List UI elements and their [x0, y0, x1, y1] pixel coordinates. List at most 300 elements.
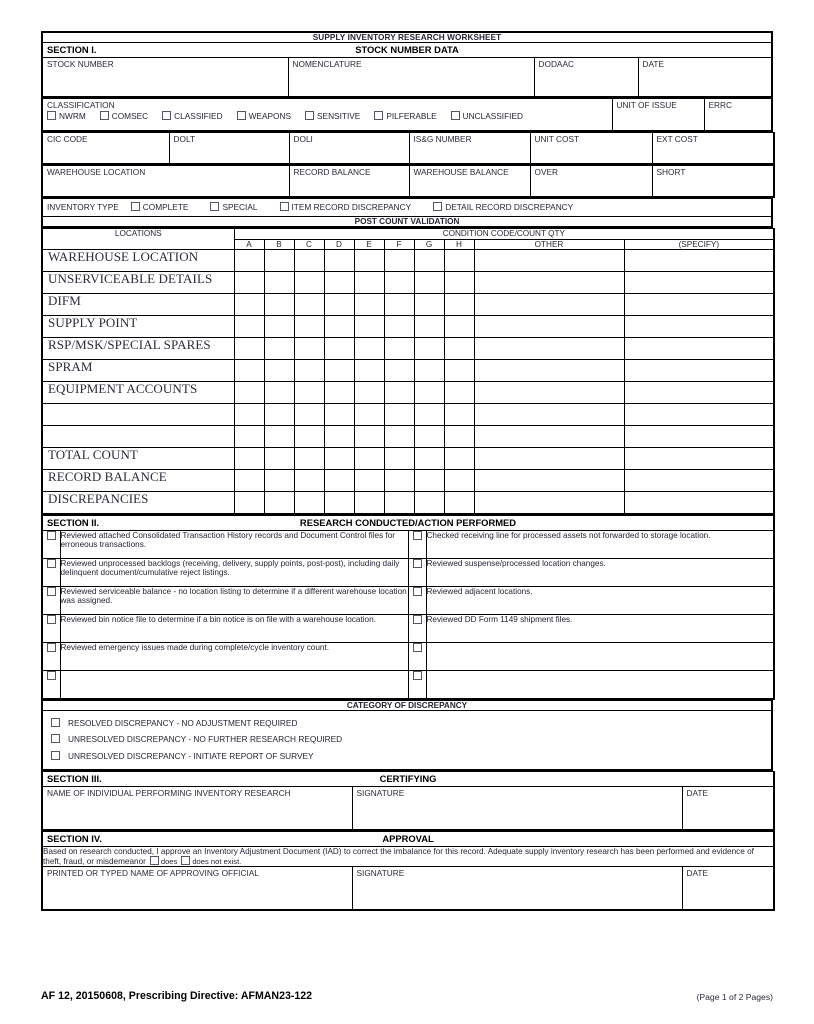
count-entry-cell[interactable]: [354, 337, 384, 359]
classification-option-label: WEAPONS: [248, 111, 291, 122]
classification-option-unclassified[interactable]: [451, 111, 523, 121]
classification-option-comsec[interactable]: [100, 111, 148, 121]
location-name-cell: [42, 447, 234, 469]
approval-does-label: does: [160, 856, 178, 866]
location-name: WAREHOUSE LOCATION: [48, 248, 199, 264]
header-table: [41, 31, 773, 98]
dodaac-field[interactable]: [534, 58, 638, 98]
stock-number-row: [42, 58, 772, 98]
count-entry-cell[interactable]: [354, 447, 384, 469]
count-entry-cell[interactable]: [474, 249, 624, 271]
count-entry-cell[interactable]: [414, 271, 444, 293]
count-entry-cell[interactable]: [234, 425, 264, 447]
count-entry-cell[interactable]: [444, 447, 474, 469]
count-entry-cell[interactable]: [294, 293, 324, 315]
checkbox-icon[interactable]: [237, 111, 246, 120]
research-right-text: Checked receiving line for processed assets not forwarded to storage location.: [426, 530, 774, 558]
research-rows: [42, 530, 774, 699]
research-left-checkbox-cell[interactable]: [42, 586, 60, 614]
count-entry-cell[interactable]: [414, 491, 444, 514]
count-entry-cell[interactable]: [414, 337, 444, 359]
table-row: [42, 271, 774, 293]
count-entry-cell[interactable]: [414, 447, 444, 469]
inventory-type-row: [42, 199, 772, 217]
research-left-checkbox-cell[interactable]: [42, 614, 60, 642]
category-option-unresolved-no-further[interactable]: [43, 731, 771, 747]
count-entry-cell[interactable]: [474, 271, 624, 293]
count-entry-cell[interactable]: [324, 425, 354, 447]
research-left-checkbox-cell[interactable]: [42, 558, 60, 586]
count-entry-cell[interactable]: [414, 425, 444, 447]
checkbox-icon[interactable]: [280, 202, 289, 211]
stock-number-field[interactable]: [42, 58, 288, 98]
table-row: [42, 491, 774, 514]
count-entry-cell[interactable]: [324, 271, 354, 293]
record-balance-field[interactable]: [289, 166, 409, 198]
research-right-checkbox-cell[interactable]: [408, 670, 426, 699]
count-entry-cell[interactable]: [294, 425, 324, 447]
code-column-a: A: [234, 239, 264, 249]
count-entry-cell[interactable]: [384, 381, 414, 403]
count-entry-cell[interactable]: [384, 359, 414, 381]
research-row: [42, 586, 774, 614]
classification-option-label: SENSITIVE: [317, 111, 361, 122]
post-count-table: [41, 228, 775, 514]
count-entry-cell[interactable]: [324, 491, 354, 514]
count-entry-cell[interactable]: [264, 249, 294, 271]
count-entry-cell[interactable]: [264, 337, 294, 359]
location-name-cell: [42, 491, 234, 514]
count-entry-cell[interactable]: [234, 359, 264, 381]
count-entry-cell[interactable]: [474, 293, 624, 315]
date-field[interactable]: [638, 58, 772, 98]
count-entry-cell[interactable]: [414, 469, 444, 491]
classification-options: [43, 110, 612, 121]
count-entry-cell[interactable]: [354, 293, 384, 315]
section3-fields-row: [42, 786, 774, 830]
table-row: [42, 447, 774, 469]
nomenclature-field[interactable]: [288, 58, 534, 98]
checkbox-icon[interactable]: [305, 111, 314, 120]
count-entry-cell[interactable]: [414, 293, 444, 315]
checkbox-icon[interactable]: [47, 587, 56, 596]
form-title: SUPPLY INVENTORY RESEARCH WORKSHEET: [42, 32, 772, 43]
table-row: [42, 249, 774, 271]
count-entry-cell[interactable]: [324, 447, 354, 469]
count-entry-cell[interactable]: [624, 315, 774, 337]
section4-statement-row: [42, 846, 774, 867]
location-name: TOTAL COUNT: [48, 446, 138, 462]
code-column-b: B: [264, 239, 294, 249]
checkbox-icon[interactable]: [181, 856, 190, 865]
location-name: RSP/MSK/SPECIAL SPARES: [48, 336, 211, 352]
count-entry-cell[interactable]: [384, 447, 414, 469]
count-entry-cell[interactable]: [384, 425, 414, 447]
checkbox-icon[interactable]: [47, 111, 56, 120]
checkbox-icon[interactable]: [47, 531, 56, 540]
checkbox-icon[interactable]: [210, 202, 219, 211]
section3-band: [42, 771, 774, 786]
section1-title: STOCK NUMBER DATA: [355, 44, 459, 56]
location-name: SUPPLY POINT: [48, 314, 138, 330]
checkbox-icon[interactable]: [413, 615, 422, 624]
classification-table: [41, 98, 773, 132]
section4-name-field[interactable]: [42, 867, 352, 911]
count-entry-cell[interactable]: [384, 293, 414, 315]
classification-option-sensitive[interactable]: [305, 111, 360, 121]
count-entry-cell[interactable]: [444, 271, 474, 293]
count-entry-cell[interactable]: [444, 249, 474, 271]
count-entry-cell[interactable]: [414, 315, 444, 337]
count-entry-cell[interactable]: [234, 381, 264, 403]
count-entry-cell[interactable]: [474, 447, 624, 469]
count-entry-cell[interactable]: [324, 315, 354, 337]
checkbox-icon[interactable]: [47, 643, 56, 652]
research-left-text: Reviewed unprocessed backlogs (receiving, delivery, supply points, post-post), including daily delinquent document/cumulative reject listings.: [60, 558, 408, 586]
count-entry-cell[interactable]: [294, 403, 324, 425]
checkbox-icon[interactable]: [413, 671, 422, 680]
post-count-header-row: [42, 229, 774, 239]
count-entry-cell[interactable]: [324, 293, 354, 315]
research-right-checkbox-cell[interactable]: [408, 586, 426, 614]
short-field[interactable]: [652, 166, 774, 198]
research-left-checkbox-cell[interactable]: [42, 530, 60, 558]
checkbox-icon[interactable]: [47, 615, 56, 624]
section4-title: APPROVAL: [382, 832, 434, 844]
count-entry-cell[interactable]: [384, 271, 414, 293]
count-entry-cell[interactable]: [474, 315, 624, 337]
classification-option-nwrm[interactable]: [47, 111, 86, 121]
count-entry-cell[interactable]: [294, 359, 324, 381]
footer-page-number: (Page 1 of 2 Pages): [696, 992, 773, 1002]
count-entry-cell[interactable]: [294, 447, 324, 469]
section2-table: [41, 515, 775, 700]
cic-table: [41, 132, 775, 165]
over-label: OVER: [534, 167, 559, 178]
count-entry-cell[interactable]: [234, 469, 264, 491]
over-field[interactable]: [530, 166, 652, 198]
count-entry-cell[interactable]: [444, 425, 474, 447]
location-name: EQUIPMENT ACCOUNTS: [48, 380, 198, 396]
category-option-unresolved-report-of-survey[interactable]: [43, 748, 771, 764]
errc-label: ERRC: [708, 100, 733, 111]
table-row: [42, 315, 774, 337]
count-entry-cell[interactable]: [474, 359, 624, 381]
location-name-cell: [42, 381, 234, 403]
dolt-field[interactable]: [169, 133, 289, 165]
code-column-h: H: [444, 239, 474, 249]
dodaac-label: DODAAC: [538, 59, 574, 70]
doli-label: DOLI: [293, 134, 313, 145]
count-entry-cell[interactable]: [384, 249, 414, 271]
cic-code-field[interactable]: [42, 133, 169, 165]
count-entry-cell[interactable]: [384, 315, 414, 337]
count-entry-cell[interactable]: [414, 381, 444, 403]
research-right-checkbox-cell[interactable]: [408, 530, 426, 558]
approval-statement: [42, 846, 774, 867]
count-entry-cell[interactable]: [444, 359, 474, 381]
count-entry-cell[interactable]: [624, 293, 774, 315]
checkbox-icon[interactable]: [413, 587, 422, 596]
count-entry-cell[interactable]: [294, 491, 324, 514]
code-column-e: E: [354, 239, 384, 249]
approval-statement-text: Based on research conducted, I approve an Inventory Adjustment Document (IAD) to correct the imbalance for this record. Adequate supply inventory research has been performed and evidence of theft, fraud, or misdemeanor: [43, 846, 754, 866]
count-entry-cell[interactable]: [444, 337, 474, 359]
unit-cost-field[interactable]: [530, 133, 652, 165]
condition-code-header: CONDITION CODE/COUNT QTY: [234, 229, 774, 239]
count-entry-cell[interactable]: [324, 381, 354, 403]
classification-option-classified[interactable]: [162, 111, 222, 121]
count-entry-cell[interactable]: [294, 315, 324, 337]
count-entry-cell[interactable]: [264, 381, 294, 403]
research-right-checkbox-cell[interactable]: [408, 614, 426, 642]
classification-option-label: CLASSIFIED: [174, 111, 223, 122]
classification-option-pilferable[interactable]: [374, 111, 436, 121]
count-entry-cell[interactable]: [474, 469, 624, 491]
count-entry-cell[interactable]: [474, 491, 624, 514]
section3-name-field[interactable]: [42, 786, 352, 830]
checkbox-icon[interactable]: [47, 559, 56, 568]
count-entry-cell[interactable]: [354, 315, 384, 337]
unit-of-issue-label: UNIT OF ISSUE: [616, 100, 677, 111]
warehouse-balance-field[interactable]: [409, 166, 530, 198]
section1-label: SECTION I.: [47, 44, 97, 56]
count-entry-cell[interactable]: [474, 403, 624, 425]
count-entry-cell[interactable]: [234, 491, 264, 514]
location-name: DISCREPANCIES: [48, 490, 149, 506]
classification-option-label: COMSEC: [111, 111, 149, 122]
checkbox-icon[interactable]: [100, 111, 109, 120]
count-entry-cell[interactable]: [234, 293, 264, 315]
table-row: [42, 469, 774, 491]
research-left-checkbox-cell[interactable]: [42, 642, 60, 670]
section4-signature-field[interactable]: [352, 867, 682, 911]
inventory-type-option-label: COMPLETE: [142, 202, 189, 213]
short-label: SHORT: [656, 167, 686, 178]
nomenclature-label: NOMENCLATURE: [292, 59, 362, 70]
count-entry-cell[interactable]: [264, 315, 294, 337]
count-entry-cell[interactable]: [624, 425, 774, 447]
count-entry-cell[interactable]: [324, 337, 354, 359]
checkbox-icon[interactable]: [51, 718, 60, 727]
count-entry-cell[interactable]: [624, 469, 774, 491]
warehouse-row: [42, 166, 774, 198]
count-entry-cell[interactable]: [354, 425, 384, 447]
checkbox-icon[interactable]: [47, 671, 56, 680]
classification-option-label: UNCLASSIFIED: [462, 111, 524, 122]
count-entry-cell[interactable]: [624, 491, 774, 514]
checkbox-icon[interactable]: [433, 202, 442, 211]
count-entry-cell[interactable]: [294, 337, 324, 359]
checkbox-icon[interactable]: [131, 202, 140, 211]
classification-option-weapons[interactable]: [237, 111, 291, 121]
count-entry-cell[interactable]: [414, 403, 444, 425]
count-entry-cell[interactable]: [294, 469, 324, 491]
location-name: [43, 402, 48, 418]
count-entry-cell[interactable]: [474, 425, 624, 447]
count-entry-cell[interactable]: [264, 293, 294, 315]
research-right-text: Reviewed DD Form 1149 shipment files.: [426, 614, 774, 642]
section2-label: SECTION II.: [47, 516, 100, 528]
code-column-d: D: [324, 239, 354, 249]
checkbox-icon[interactable]: [413, 531, 422, 540]
category-option-resolved[interactable]: [43, 715, 771, 731]
count-entry-cell[interactable]: [354, 359, 384, 381]
count-entry-cell[interactable]: [354, 469, 384, 491]
inventory-type-label: INVENTORY TYPE: [47, 202, 119, 213]
location-name-cell: [42, 425, 234, 447]
section3-table: [41, 771, 775, 831]
category-band-row: [42, 700, 772, 710]
inventory-type-option-item-record-discrepancy[interactable]: [280, 202, 412, 212]
count-entry-cell[interactable]: [264, 491, 294, 514]
checkbox-icon[interactable]: [413, 643, 422, 652]
count-entry-cell[interactable]: [354, 403, 384, 425]
count-entry-cell[interactable]: [264, 271, 294, 293]
count-entry-cell[interactable]: [294, 271, 324, 293]
location-name-cell: [42, 469, 234, 491]
count-entry-cell[interactable]: [624, 249, 774, 271]
count-entry-cell[interactable]: [414, 249, 444, 271]
post-count-band-row: [42, 217, 772, 228]
cic-row: [42, 133, 774, 165]
count-entry-cell[interactable]: [264, 469, 294, 491]
count-entry-cell[interactable]: [384, 403, 414, 425]
research-row: [42, 558, 774, 586]
count-entry-cell[interactable]: [294, 249, 324, 271]
warehouse-location-field[interactable]: [42, 166, 289, 198]
count-entry-cell[interactable]: [444, 491, 474, 514]
count-entry-cell[interactable]: [234, 249, 264, 271]
count-entry-cell[interactable]: [264, 425, 294, 447]
count-entry-cell[interactable]: [444, 315, 474, 337]
inventory-type-table: [41, 198, 773, 228]
count-entry-cell[interactable]: [354, 381, 384, 403]
warehouse-table: [41, 165, 775, 198]
unit-of-issue-field[interactable]: [612, 99, 704, 132]
research-right-checkbox-cell[interactable]: [408, 642, 426, 670]
checkbox-icon[interactable]: [413, 559, 422, 568]
count-entry-cell[interactable]: [624, 381, 774, 403]
research-right-text: [426, 642, 774, 670]
count-entry-cell[interactable]: [444, 469, 474, 491]
table-row: [42, 403, 774, 425]
classification-option-label: NWRM: [59, 111, 86, 122]
count-entry-cell[interactable]: [474, 337, 624, 359]
section3-signature-label: SIGNATURE: [356, 787, 405, 798]
count-entry-cell[interactable]: [354, 271, 384, 293]
section4-date-field[interactable]: [682, 867, 774, 911]
record-balance-label: RECORD BALANCE: [293, 167, 371, 178]
count-entry-cell[interactable]: [624, 359, 774, 381]
section3-signature-field[interactable]: [352, 786, 682, 830]
count-entry-cell[interactable]: [294, 381, 324, 403]
section3-date-field[interactable]: [682, 786, 774, 830]
count-entry-cell[interactable]: [324, 403, 354, 425]
checkbox-icon[interactable]: [162, 111, 171, 120]
count-entry-cell[interactable]: [264, 447, 294, 469]
count-entry-cell[interactable]: [264, 403, 294, 425]
inventory-type-option-detail-record-discrepancy[interactable]: [433, 202, 573, 212]
count-entry-cell[interactable]: [384, 491, 414, 514]
inventory-type-options: [43, 199, 771, 212]
count-entry-cell[interactable]: [354, 491, 384, 514]
count-entry-cell[interactable]: [624, 271, 774, 293]
count-entry-cell[interactable]: [354, 249, 384, 271]
footer-form-id: AF 12, 20150608, Prescribing Directive: AFMAN23-122: [41, 990, 313, 1002]
inventory-type-option-label: SPECIAL: [222, 202, 258, 213]
research-right-checkbox-cell[interactable]: [408, 558, 426, 586]
count-entry-cell[interactable]: [624, 447, 774, 469]
isg-number-field[interactable]: [409, 133, 530, 165]
inventory-type-option-complete[interactable]: [131, 202, 189, 212]
count-entry-cell[interactable]: [414, 359, 444, 381]
inventory-type-option-label: DETAIL RECORD DISCREPANCY: [445, 202, 574, 213]
count-entry-cell[interactable]: [444, 403, 474, 425]
stock-number-label: STOCK NUMBER: [47, 59, 114, 70]
classification-row: [42, 99, 772, 132]
count-entry-cell[interactable]: [474, 381, 624, 403]
research-row: [42, 642, 774, 670]
checkbox-icon[interactable]: [374, 111, 383, 120]
research-right-text: Reviewed suspense/processed location changes.: [426, 558, 774, 586]
other-header: OTHER: [474, 239, 624, 249]
location-name-cell: [42, 271, 234, 293]
table-row: [42, 425, 774, 447]
location-name: UNSERVICEABLE DETAILS: [48, 270, 213, 286]
specify-header: (SPECIFY): [624, 239, 774, 249]
count-entry-cell[interactable]: [234, 447, 264, 469]
count-entry-cell[interactable]: [234, 315, 264, 337]
checkbox-icon[interactable]: [451, 111, 460, 120]
checkbox-icon[interactable]: [150, 856, 159, 865]
errc-field[interactable]: [704, 99, 772, 132]
count-entry-cell[interactable]: [324, 359, 354, 381]
dolt-label: DOLT: [173, 134, 196, 145]
inventory-type-option-label: ITEM RECORD DISCREPANCY: [291, 202, 412, 213]
section4-table: [41, 831, 775, 912]
research-left-text: Reviewed attached Consolidated Transaction History records and Document Control files for erroneous transactions.: [60, 530, 408, 558]
section2-title: RESEARCH CONDUCTED/ACTION PERFORMED: [299, 516, 517, 528]
date-label: DATE: [642, 59, 665, 70]
count-entry-cell[interactable]: [234, 337, 264, 359]
section4-name-label: PRINTED OR TYPED NAME OF APPROVING OFFICIAL: [47, 868, 259, 879]
count-entry-cell[interactable]: [384, 469, 414, 491]
research-left-checkbox-cell[interactable]: [42, 670, 60, 699]
code-column-g: G: [414, 239, 444, 249]
count-entry-cell[interactable]: [384, 337, 414, 359]
count-entry-cell[interactable]: [234, 403, 264, 425]
count-entry-cell[interactable]: [624, 337, 774, 359]
section2-band: [42, 515, 774, 530]
section3-name-label: NAME OF INDIVIDUAL PERFORMING INVENTORY RESEARCH: [47, 787, 291, 798]
count-entry-cell[interactable]: [264, 359, 294, 381]
inventory-type-option-special[interactable]: [210, 202, 257, 212]
count-entry-cell[interactable]: [624, 403, 774, 425]
count-entry-cell[interactable]: [234, 271, 264, 293]
research-row: [42, 530, 774, 558]
doli-field[interactable]: [289, 133, 409, 165]
ext-cost-field[interactable]: [652, 133, 774, 165]
count-entry-cell[interactable]: [324, 249, 354, 271]
section1-band: [42, 43, 772, 58]
checkbox-icon[interactable]: [51, 751, 60, 760]
count-entry-cell[interactable]: [444, 381, 474, 403]
count-entry-cell[interactable]: [324, 469, 354, 491]
count-entry-cell[interactable]: [444, 293, 474, 315]
checkbox-icon[interactable]: [51, 734, 60, 743]
ext-cost-label: EXT COST: [656, 134, 698, 145]
